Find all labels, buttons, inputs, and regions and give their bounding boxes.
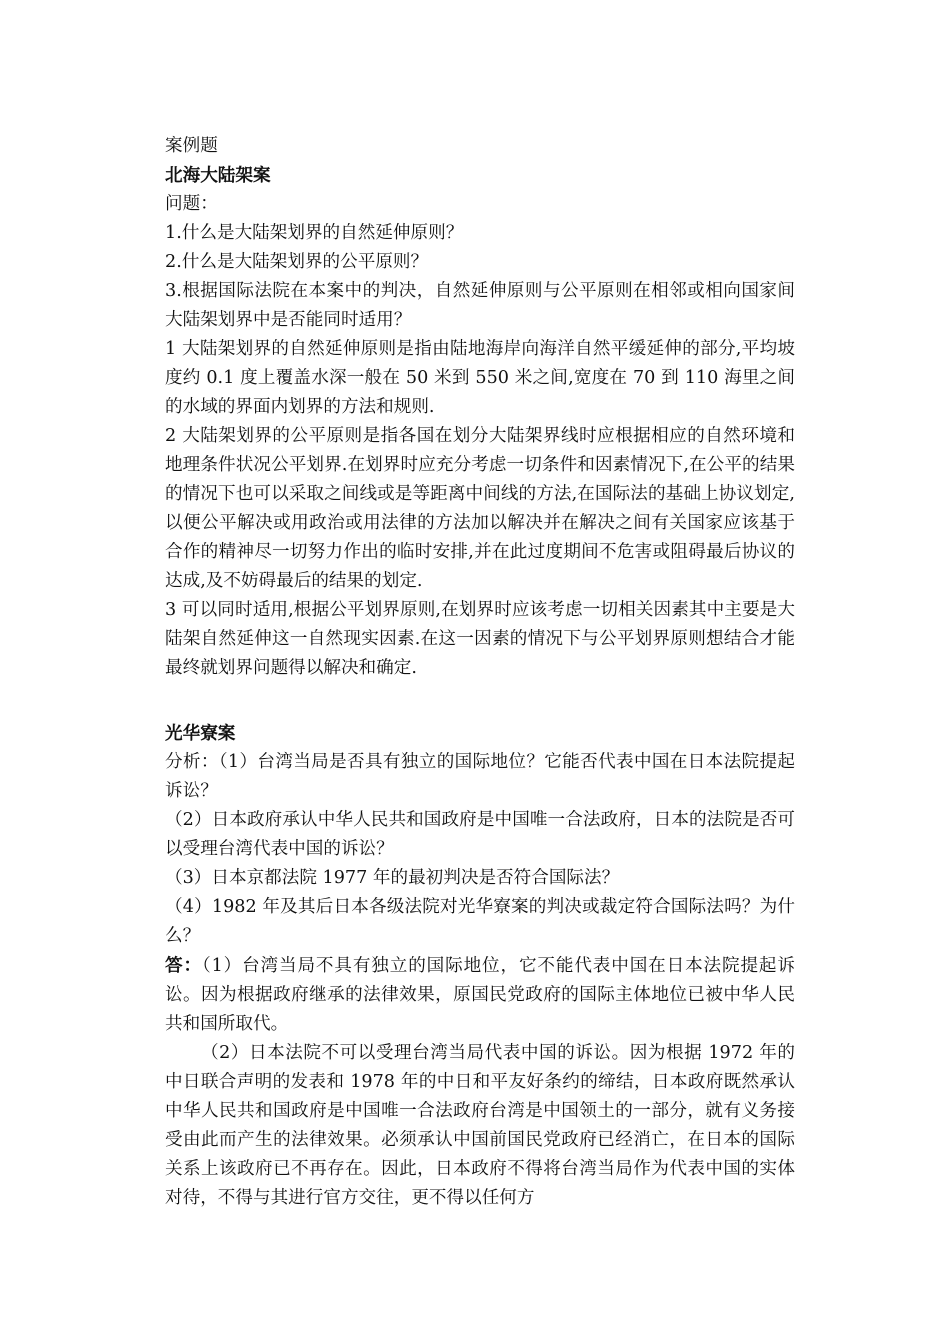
document-body bbox=[165, 132, 795, 1213]
question-2: 2.什么是大陆架划界的公平原则？ bbox=[165, 252, 429, 272]
analysis-question-4: （4）1982 年及其后日本各级法院对光华寮案的判决或裁定符合国际法吗？为什么？ bbox=[165, 897, 795, 946]
answer-label: 答： bbox=[165, 955, 202, 976]
question-3: 3.根据国际法院在本案中的判决，自然延伸原则与公平原则在相邻或相向国家间大陆架划界中是否能同时适用？ bbox=[165, 281, 795, 330]
answer-2: 2 大陆架划界的公平原则是指各国在划分大陆架界线时应根据相应的自然环境和地理条件状况公平划界.在划界时应充分考虑一切条件和因素情况下,在公平的结果的情况下也可以采取之间线或是等距离中间线的方法,在国际法的基础上协议划定,以便公平解决或用政治或用法律的方法加以解决并在解决之间有关国家应该基于合作的精神尽一切努力作出的临时安排,并在此过度期间不危害或阻碍最后协议的达成,及不妨碍最后的结果的划定. bbox=[165, 426, 795, 591]
answer-1: 1 大陆架划界的自然延伸原则是指由陆地海岸向海洋自然平缓延伸的部分,平均坡度约 0.1 度上覆盖水深一般在 50 米到 550 米之间,宽度在 70 到 110 海里之间的水域的界面内划界的方法和规则. bbox=[165, 339, 795, 417]
analysis-question-2: （2）日本政府承认中华人民共和国政府是中国唯一合法政府，日本的法院是否可以受理台湾代表中国的诉讼？ bbox=[165, 810, 795, 859]
answer-1-text: （1）台湾当局不具有独立的国际地位，它不能代表中国在日本法院提起诉讼。因为根据政府继承的法律效果，原国民党政府的国际主体地位已被中华人民共和国所取代。 bbox=[165, 956, 795, 1034]
answer-3: 3 可以同时适用,根据公平划界原则,在划界时应该考虑一切相关因素其中主要是大陆架自然延伸这一自然现实因素.在这一因素的情况下与公平划界原则想结合才能最终就划界问题得以解决和确定. bbox=[165, 600, 795, 678]
questions-heading: 问题： bbox=[165, 194, 218, 214]
analysis-question-3: （3）日本京都法院 1977 年的最初判决是否符合国际法？ bbox=[165, 868, 620, 888]
case-title-kokaryo: 光华寮案 bbox=[165, 723, 236, 744]
section-spacer bbox=[165, 683, 795, 719]
analysis-question-1: 分析：（1）台湾当局是否具有独立的国际地位？它能否代表中国在日本法院提起诉讼？ bbox=[165, 752, 795, 801]
answer-paragraph-1 bbox=[165, 951, 795, 1039]
section-label: 案例题 bbox=[165, 136, 218, 156]
case-title-north-sea: 北海大陆架案 bbox=[165, 165, 271, 186]
answer-paragraph-2: （2）日本法院不可以受理台湾当局代表中国的诉讼。因为根据 1972 年的中日联合声明的发表和 1978 年的中日和平友好条约的缔结，日本政府既然承认中华人民共和国政府是中国唯一合法政府台湾是中国领土的一部分，就有义务接受由此而产生的法律效果。必须承认中国前国民党政府已经消亡，在日本的国际关系上该政府已不再存在。因此，日本政府不得将台湾当局作为代表中国的实体对待，不得与其进行官方交往，更不得以任何方 bbox=[165, 1043, 795, 1208]
question-1: 1.什么是大陆架划界的自然延伸原则？ bbox=[165, 223, 464, 243]
